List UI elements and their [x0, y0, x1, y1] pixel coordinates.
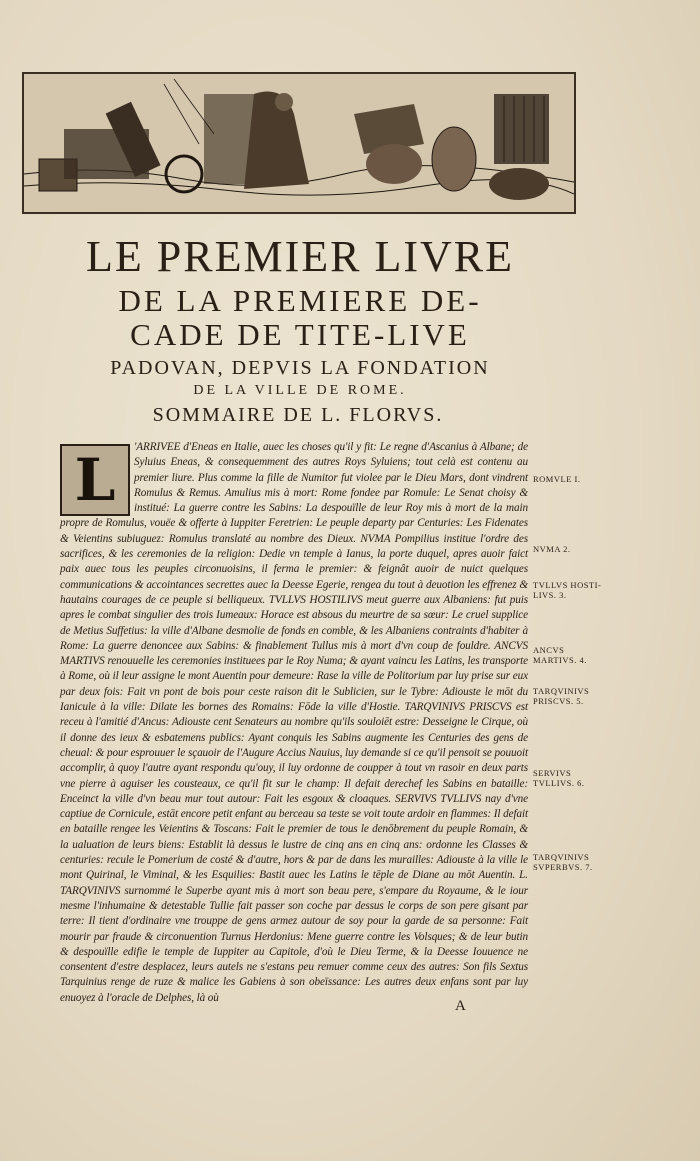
summary-paragraph: 'ARRIVEE d'Eneas en Italie, auec les choses qu'il y fit: Le regne d'Ascanius à Albane; de Syluius Eneas, & consequemment des autres Roys Syluiens; tout celà est contenu au premier liure. Plus comme la fille de Numitor fut violee par le Dieu Mars, dont vindrent Romulus & Remus. Amulius mis à mort: Rome fondee par Romule: Le Senat choisy & institué: La guerre contre les Sabins: La despouïlle de leur Roy mis à mort de la main propre de Romulus, vouëe & offerte à Iuppiter Feretrien: Le peuple departy par Centuries: Les Fidenates & Veientins subiuguez: Romulus translaté au nombre des Dieux. NVMA Pompilius institue l'ordre des sacrifices, & les ceremonies de la religion: Dedie vn temple à Ianus, la porte duquel, apres auoir faict paix auec tous les peuples circonuoisins, il ferma le premier: & feignât auoir de nuict quelques communications & accointances secrettes auec la Deesse Egerie, rengea du tout à deuotion les effrenez & hautains courages de ce peuple si belliqueux. TVLLVS HOSTILIVS meut guerre aux Albaniens: fut puis apres le combat singulier des trois Iumeaux: Horace est absous du meurtre de sa sœur: Le cruel supplice de Metius Suffetius: la ville d'Albane desmolie de fonds en comble, & les Albaniens contraints d'habiter à Rome: La guerre denoncee aux Sabins: & finablement Tullus mis à mort d'vn coup de fouldre. ANCVS MARTIVS renouuelle les ceremonies instituees par le Roy Numa; & ayant vaincu les Latins, les transporte à Rome, où il leur assigne le mont Auentin pour demeure: Rase la ville de Politorium par luy prise sur eux par deux fois: Fait vn pont de bois pour ceste raison dit le Sublicien, sur le Tybre: Adiouste le mōt du Ianicule à la ville: Dilate les bornes des Romains: Fōde la ville d'Hostie. TARQVINIVS PRISCVS est receu à l'amitié d'Ancus: Adiouste cent Senateurs au nombre qu'ils souloiēt estre: Desseigne le Cirque, où il donne des ieux & esbatemens publics: Ayant conquis les Sabins augmente les Centuries des gens de cheual: & pour esprouuer le sçauoir de l'Augure Accius Nauius, luy demande si ce qu'il pensoit se pouuoit accomplir, à quoy l'autre ayant respondu qu'ouy, il luy ordonne de coupper à tout vn rasoir en deux parts vne pierre à aguiser les cousteaux, ce qu'il fit sur le champ: Il defait derechef les Sabins en bataille: Enceinct la ville d'vn beau mur tout autour: Fait les esgoux & cloaques. SERVIVS TVLLIVS nay d'vne captiue de Cornicule, estāt encore petit enfant au berceau sa teste se voit toute ardoir en flammes: Il defait en bataille rengee les Veientins & Toscans: Fait le premier de tous le denōbrement du peuple Romain, & la ualuation de leurs biens: Establit là dessus le lustre de cinq ans en cinq ans: ordonne les Classes & centuries: recule le Pomerium de costé & d'autre, hors & par de dans les murailles: Adiouste à la ville le mont Quirinal, le Viminal, & les Esquilies: Bastit auec les Latins le tēple de Diane au mōt Auentin. L. TARQVINIVS surnommé le Superbe ayant mis à mort son beau pere, s'empare du Royaume, & le iour mesme l'inhumaine & detestable Tullie fait passer son coche par dessus le corps de son pere gisant par terre: Il tient d'ordinaire vne trouppe de gens armez autour de soy pour la garde de sa personne: Fait mourir par fraude & circonuention Turnus Herdonius: Mene guerre contre les Volsques; & de leur butin & despouïlle edifie le temple de Iuppiter au Capitole, d'où le Dieu Terme, & la Deesse Iouuence ne consentent d'estre desplacez, leurs autels ne s'estans peu remuer comme ceux des autres: Son fils Sextus Tarquinius renge de ruze & malice les Gabiens à son obeïssance: Les autres deux enfans sont par luy enuoyez à l'oracle de Delphes, là où: [60, 441, 528, 1004]
sommaire-heading: SOMMAIRE DE L. FLORVS.: [152, 404, 444, 426]
engraved-banner: [22, 72, 576, 214]
signature-mark: A: [455, 998, 466, 1014]
decorated-initial-letter: L: [74, 446, 116, 514]
summary-text: [60, 440, 528, 1006]
title-line-1: LE PREMIER LIVRE: [86, 232, 514, 281]
margin-note-romule: ROMVLE I.: [533, 474, 581, 484]
margin-note-tarquin-superbus: TARQVINIVS SVPERBVS. 7.: [533, 852, 593, 872]
title-line-5: DE LA VILLE DE ROME.: [193, 383, 407, 398]
margin-note-ancus: ANCVS MARTIVS. 4.: [533, 645, 587, 665]
decorated-initial: [60, 444, 130, 516]
title-line-3: CADE DE TITE-LIVE: [130, 317, 470, 352]
margin-note-numa: NVMA 2.: [533, 544, 571, 554]
margin-note-servius: SERVIVS TVLLIVS. 6.: [533, 768, 585, 788]
title-line-2: DE LA PREMIERE DE-: [118, 283, 482, 318]
margin-note-tarquin-priscus: TARQVINIVS PRISCVS. 5.: [533, 686, 590, 706]
title-block: [30, 232, 570, 400]
title-line-4: PADOVAN, DEPVIS LA FONDATION: [110, 357, 490, 379]
margin-note-tullus: TVLLVS HOSTI-LIVS. 3.: [533, 580, 602, 600]
trophy-of-arms-and-instruments-engraving: [24, 74, 574, 212]
